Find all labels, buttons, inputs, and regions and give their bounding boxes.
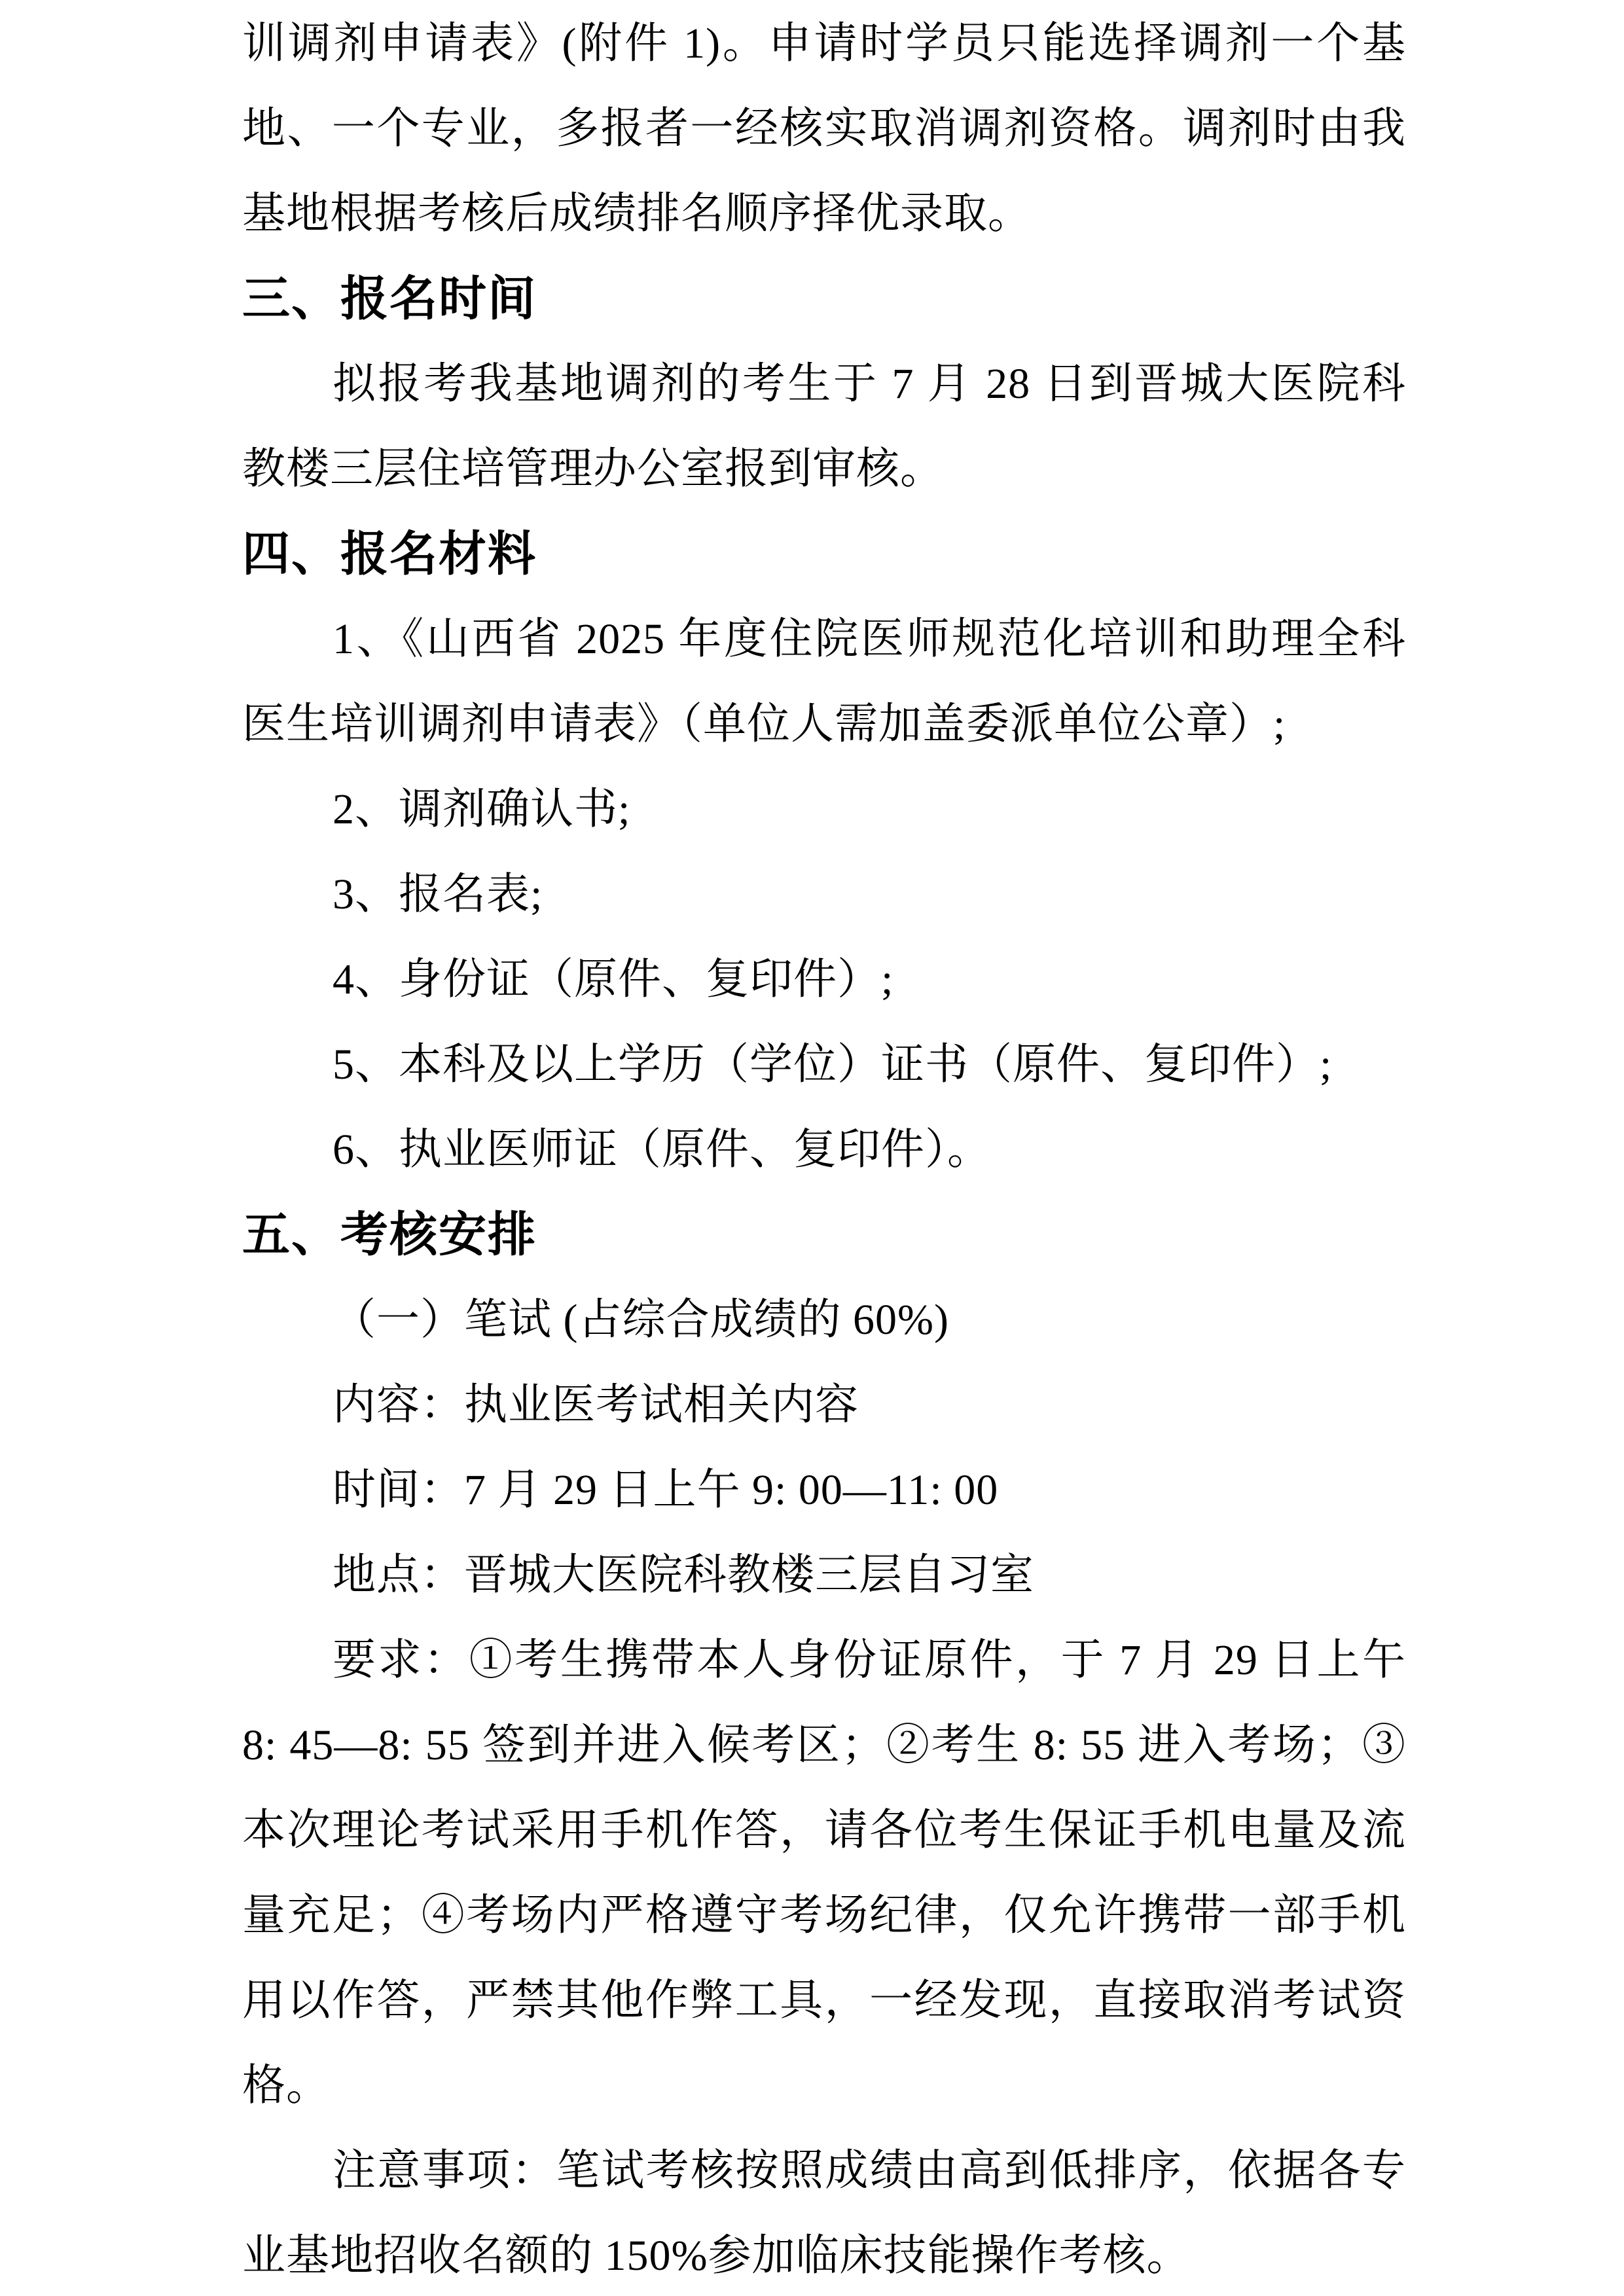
document-body — [242, 1, 1406, 2296]
text-line: 拟报考我基地调剂的考生于 7 月 28 日到晋城大医院科 — [333, 360, 1406, 408]
text-line: 1、《山西省 2025 年度住院医师规范化培训和助理全科 — [333, 615, 1406, 663]
text-line: 训调剂申请表》(附件 1)。申请时学员只能选择调剂一个基 — [242, 20, 1406, 67]
text-line: （一）笔试 (占综合成绩的 60%) — [333, 1296, 949, 1344]
text-line: 5、本科及以上学历（学位）证书（原件、复印件）; — [333, 1041, 1333, 1088]
text-line: 医生培训调剂申请表》（单位人需加盖委派单位公章）; — [242, 700, 1286, 748]
text-line: 要求：①考生携带本人身份证原件，于 7 月 29 日上午 — [333, 1636, 1406, 1684]
text-line: 教楼三层住培管理办公室报到审核。 — [242, 445, 944, 493]
text-line: 4、身份证（原件、复印件）; — [333, 956, 894, 1003]
text-line: 时间：7 月 29 日上午 9: 00—11: 00 — [333, 1466, 999, 1514]
section-heading: 五、考核安排 — [242, 1208, 537, 1261]
text-line: 注意事项：笔试考核按照成绩由高到低排序，依据各专 — [333, 2147, 1406, 2195]
text-line: 地点：晋城大医院科教楼三层自习室 — [333, 1551, 1034, 1599]
text-line: 内容：执业医考试相关内容 — [333, 1381, 859, 1429]
text-line: 8: 45—8: 55 签到并进入候考区；②考生 8: 55 进入考场；③ — [242, 1721, 1406, 1769]
section-heading: 三、报名时间 — [242, 272, 537, 325]
text-line: 6、执业医师证（原件、复印件）。 — [333, 1126, 991, 1174]
text-line: 格。 — [242, 2062, 330, 2109]
text-line: 3、报名表; — [333, 870, 543, 918]
text-line: 基地根据考核后成绩排名顺序择优录取。 — [242, 190, 1032, 238]
text-line: 地、一个专业，多报者一经核实取消调剂资格。调剂时由我 — [242, 105, 1406, 152]
text-line: 量充足；④考场内严格遵守考场纪律，仅允许携带一部手机 — [242, 1892, 1406, 1939]
section-heading: 四、报名材料 — [242, 528, 537, 581]
text-line: 2、调剂确认书; — [333, 785, 631, 833]
text-line: 本次理论考试采用手机作答，请各位考生保证手机电量及流 — [242, 1806, 1406, 1854]
text-line: 业基地招收名额的 150%参加临床技能操作考核。 — [242, 2232, 1191, 2280]
text-line: 用以作答，严禁其他作弊工具，一经发现，直接取消考试资 — [242, 1977, 1406, 2024]
